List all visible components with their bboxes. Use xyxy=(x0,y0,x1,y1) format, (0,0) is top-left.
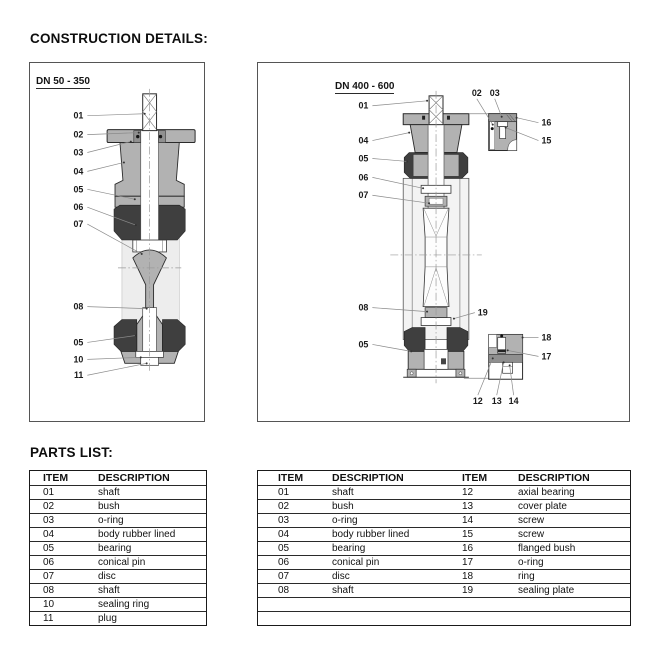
parts-cell: 10 xyxy=(43,599,55,610)
leader-target-dot xyxy=(144,113,146,115)
leader-target-dot xyxy=(492,357,494,359)
leader-target-dot xyxy=(138,132,140,134)
callout-label: 12 xyxy=(472,396,483,407)
leader-target-dot xyxy=(140,356,142,358)
parts-cell: sealing ring xyxy=(98,599,150,610)
parts-cell: ring xyxy=(518,571,535,582)
parts-cell: 08 xyxy=(43,585,55,596)
parts-cell: 02 xyxy=(43,501,55,512)
leader-target-dot xyxy=(406,160,408,162)
parts-cell: 06 xyxy=(278,557,290,568)
parts-table-row xyxy=(258,569,630,583)
parts-cell: 14 xyxy=(462,515,474,526)
callout-label: 08 xyxy=(73,301,84,312)
callout-label: 19 xyxy=(477,307,488,318)
leader-target-dot xyxy=(426,100,428,102)
callout-label: 05 xyxy=(358,339,369,350)
parts-cell: bush xyxy=(98,501,120,512)
dn-range-label: DN 50 - 350 xyxy=(36,76,90,87)
detail-inset-top xyxy=(489,114,517,151)
leader-line xyxy=(372,133,409,141)
parts-column-header: ITEM xyxy=(462,472,488,484)
callout-label: 05 xyxy=(73,184,84,195)
leader-target-dot xyxy=(123,161,125,163)
parts-cell: 04 xyxy=(278,529,290,540)
parts-cell: 07 xyxy=(278,571,290,582)
parts-table-row xyxy=(30,611,206,625)
leader-target-dot xyxy=(135,224,137,226)
parts-cell: shaft xyxy=(332,487,354,498)
parts-column-header: DESCRIPTION xyxy=(98,472,170,484)
parts-table-row xyxy=(258,499,630,513)
parts-cell: conical pin xyxy=(332,557,380,568)
parts-cell: 08 xyxy=(278,585,290,596)
parts-table-row xyxy=(30,513,206,527)
parts-cell: 04 xyxy=(43,529,55,540)
parts-cell: 15 xyxy=(462,529,474,540)
callout-label: 06 xyxy=(73,202,84,213)
parts-cell: 12 xyxy=(462,487,474,498)
leader-target-dot xyxy=(130,141,132,143)
parts-table-row xyxy=(30,527,206,541)
leader-target-dot xyxy=(146,308,148,310)
leader-target-dot xyxy=(408,132,410,134)
callout-label: 17 xyxy=(541,351,552,362)
parts-cell: disc xyxy=(98,571,116,582)
parts-cell: shaft xyxy=(98,585,120,596)
parts-cell: flanged bush xyxy=(518,543,576,554)
parts-table-row xyxy=(258,597,630,611)
parts-cell: sealing plate xyxy=(518,585,575,596)
parts-cell: bearing xyxy=(98,543,132,554)
leader-target-dot xyxy=(492,124,494,126)
callout-label: 08 xyxy=(358,302,369,313)
dn-range-label: DN 400 - 600 xyxy=(335,81,395,92)
valve-cross-section-dn400-600 xyxy=(258,63,629,421)
leader-target-dot xyxy=(134,198,136,200)
callout-label: 11 xyxy=(73,370,84,381)
leader-target-dot xyxy=(507,349,509,351)
parts-table-row xyxy=(258,583,630,597)
parts-cell: o-ring xyxy=(98,515,124,526)
leader-target-dot xyxy=(135,334,137,336)
parts-table-dn400-600 xyxy=(257,470,631,626)
parts-cell: 13 xyxy=(462,501,474,512)
parts-table-row xyxy=(258,527,630,541)
construction-details-heading: CONSTRUCTION DETAILS: xyxy=(30,31,208,46)
parts-cell: bearing xyxy=(332,543,366,554)
parts-table-header-row xyxy=(30,471,206,485)
parts-cell: 18 xyxy=(462,571,474,582)
parts-cell: 17 xyxy=(462,557,474,568)
callout-label: 01 xyxy=(358,100,369,111)
parts-cell: screw xyxy=(518,515,545,526)
parts-cell: o-ring xyxy=(518,557,544,568)
leader-line xyxy=(87,162,124,171)
callout-label: 03 xyxy=(489,87,500,98)
leader-target-dot xyxy=(410,350,412,352)
parts-table-row xyxy=(30,499,206,513)
parts-cell: shaft xyxy=(332,585,354,596)
parts-cell: screw xyxy=(518,529,545,540)
leader-line xyxy=(477,99,493,125)
parts-table-row xyxy=(30,485,206,499)
callout-label: 13 xyxy=(491,396,502,407)
parts-cell: body rubber lined xyxy=(98,529,176,540)
parts-table-row xyxy=(258,513,630,527)
callout-label: 04 xyxy=(73,166,84,177)
leader-line xyxy=(517,118,539,123)
callout-label: 06 xyxy=(358,172,369,183)
parts-column-header: ITEM xyxy=(43,472,69,484)
parts-table-dn50-350 xyxy=(29,470,207,626)
leader-target-dot xyxy=(428,202,430,204)
parts-cell: 11 xyxy=(43,613,54,624)
leader-target-dot xyxy=(522,336,524,338)
parts-cell: 05 xyxy=(43,543,55,554)
leader-line xyxy=(87,363,146,375)
parts-table-row xyxy=(258,541,630,555)
parts-cell: 19 xyxy=(462,585,474,596)
parts-cell: 01 xyxy=(278,487,290,498)
leader-target-dot xyxy=(141,253,143,255)
parts-cell: 03 xyxy=(278,515,290,526)
leader-target-dot xyxy=(505,127,507,129)
parts-table-row xyxy=(258,485,630,499)
parts-cell: bush xyxy=(332,501,354,512)
leader-line xyxy=(372,101,427,106)
parts-table-row xyxy=(30,597,206,611)
parts-column-header: ITEM xyxy=(278,472,304,484)
leader-target-dot xyxy=(509,364,511,366)
parts-cell: 03 xyxy=(43,515,55,526)
parts-cell: disc xyxy=(332,571,350,582)
callout-label: 03 xyxy=(73,147,84,158)
valve-cross-section-dn50-350 xyxy=(30,63,204,421)
parts-cell: 02 xyxy=(278,501,290,512)
parts-cell: body rubber lined xyxy=(332,529,410,540)
parts-cell: axial bearing xyxy=(518,487,575,498)
parts-column-header: DESCRIPTION xyxy=(332,472,404,484)
callout-label: 07 xyxy=(73,219,84,230)
callout-label: 02 xyxy=(73,129,84,140)
callout-label: 14 xyxy=(508,396,519,407)
parts-cell: 16 xyxy=(462,543,474,554)
callout-label: 10 xyxy=(73,354,84,365)
diagram-box-dn400-600 xyxy=(257,62,630,422)
leader-target-dot xyxy=(516,117,518,119)
parts-table-row xyxy=(30,569,206,583)
callout-label: 18 xyxy=(541,332,552,343)
leader-target-dot xyxy=(426,311,428,313)
parts-table-row xyxy=(258,555,630,569)
detail-inset-bottom xyxy=(489,334,523,379)
parts-cell: 07 xyxy=(43,571,55,582)
callout-label: 05 xyxy=(358,153,369,164)
leader-target-dot xyxy=(453,318,455,320)
parts-table-row xyxy=(30,583,206,597)
callout-label: 07 xyxy=(358,190,369,201)
parts-cell: conical pin xyxy=(98,557,146,568)
callout-label: 05 xyxy=(73,337,84,348)
parts-table-row xyxy=(258,611,630,625)
callout-label: 04 xyxy=(358,135,369,146)
parts-column-header: DESCRIPTION xyxy=(518,472,590,484)
callout-label: 02 xyxy=(471,87,482,98)
parts-cell: plug xyxy=(98,613,117,624)
parts-cell: o-ring xyxy=(332,515,358,526)
parts-table-header-row xyxy=(258,471,630,485)
callout-label: 15 xyxy=(541,135,552,146)
parts-cell: 05 xyxy=(278,543,290,554)
callout-label: 16 xyxy=(541,117,552,128)
leader-target-dot xyxy=(422,187,424,189)
leader-line xyxy=(87,114,144,116)
leader-target-dot xyxy=(146,362,148,364)
leader-target-dot xyxy=(501,116,503,118)
parts-cell: shaft xyxy=(98,487,120,498)
parts-cell: cover plate xyxy=(518,501,567,512)
parts-cell: 01 xyxy=(43,487,55,498)
leader-line xyxy=(372,158,407,161)
parts-table-row xyxy=(30,541,206,555)
diagram-box-dn50-350 xyxy=(29,62,205,422)
parts-list-heading: PARTS LIST: xyxy=(30,445,113,460)
parts-cell: 06 xyxy=(43,557,55,568)
leader-target-dot xyxy=(503,361,505,363)
callout-label: 01 xyxy=(73,110,84,121)
parts-table-row xyxy=(30,555,206,569)
